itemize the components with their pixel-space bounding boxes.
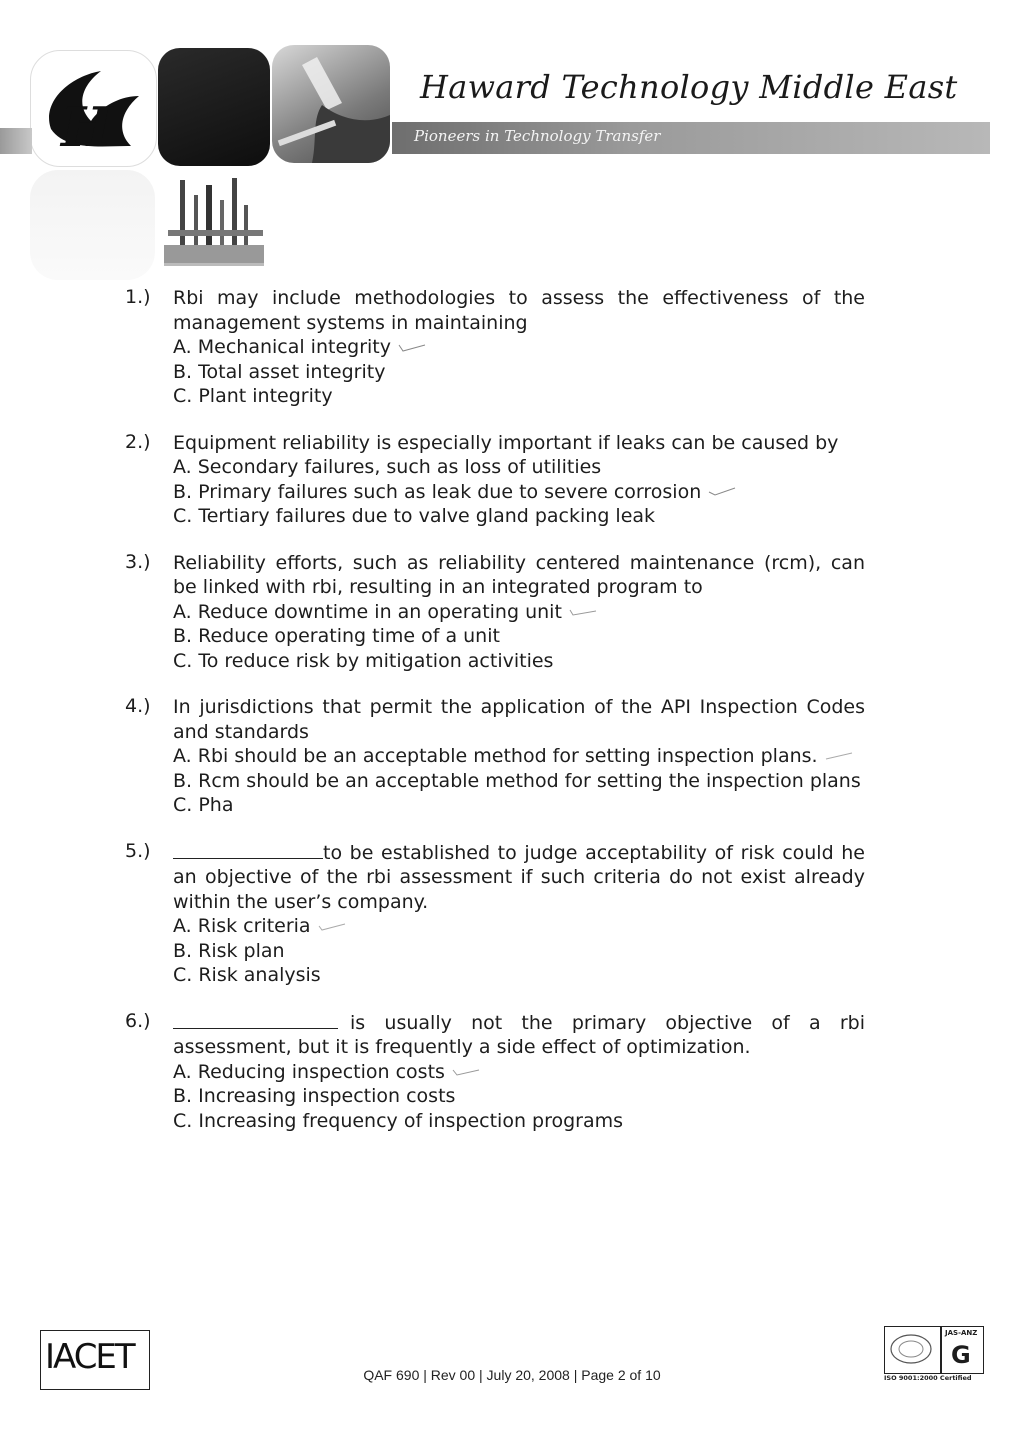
question-number: 2.) [125,430,151,453]
company-name: Haward Technology Middle East [420,68,958,106]
iso-certification-badge [884,1326,984,1384]
question-stem: In jurisdictions that permit the application of the API Inspection Codes and standards [173,696,865,743]
certification-seal-icon [885,1327,937,1371]
question-number: 5.) [125,839,151,862]
option-b: B. Risk plan [173,939,285,962]
tagline: Pioneers in Technology Transfer [414,127,661,145]
answer-blank [173,1010,338,1029]
hand-writing-photo [272,45,390,163]
answer-tick-icon [397,343,427,353]
question-stem: Equipment reliability is especially important if leaks can be caused by [173,431,839,454]
question-number: 6.) [125,1009,151,1032]
question-1 [125,286,865,409]
option-b: B. Increasing inspection costs [173,1085,456,1107]
answer-blank [173,840,323,859]
option-c: C. Plant integrity [173,385,333,407]
tagline-bar [392,122,990,154]
option-b: B. Total asset integrity [173,360,386,383]
answer-tick-icon [568,607,598,617]
option-a: A. Risk criteria [173,914,865,939]
option-a: A. Rbi should be an acceptable method for setting inspection plans. [173,744,865,769]
question-number: 4.) [125,695,151,717]
iso-cert-text: ISO 9001:2000 Certified [884,1374,972,1382]
question-4 [125,695,865,818]
option-b: B. Reduce operating time of a unit [173,625,500,647]
dark-photo-tile [158,48,270,166]
faded-photo-tile [30,170,155,280]
answer-tick-icon [707,487,737,497]
answer-tick-icon [317,922,347,932]
refinery-icon [158,170,270,270]
option-c: C. To reduce risk by mitigation activities [173,649,554,672]
company-logo [30,50,157,167]
refinery-photo [158,170,270,270]
document-info: QAF 690 | Rev 00 | July 20, 2008 | Page 2 of 10 [363,1367,661,1383]
option-c: C. Tertiary failures due to valve gland packing leak [173,505,656,527]
question-3 [125,551,865,674]
certifier-mark-icon: G [951,1341,971,1369]
question-stem: to be established to judge acceptability of risk could he an objective of the rbi assessment if such criteria do not exist already within the user’s company. [173,841,865,913]
question-number: 3.) [125,550,151,573]
option-b: B. Rcm should be an acceptable method for setting the inspection plans [173,769,861,792]
option-a: A. Reduce downtime in an operating unit [173,600,865,625]
svg-text:H: H [61,95,113,159]
question-list [125,286,865,1155]
question-stem: Reliability efforts, such as reliability centered maintenance (rcm), can be linked with rbi, resulting in an integrated program to [173,551,865,598]
option-c: C. Risk analysis [173,964,321,986]
option-a: A. Mechanical integrity [173,335,865,360]
flame-h-logo-icon [31,51,156,166]
option-c: C. Increasing frequency of inspection programs [173,1109,624,1132]
question-stem: is usually not the primary objective of a rbi assessment, but it is frequently a side effect of optimization. [173,1011,865,1058]
question-stem: Rbi may include methodologies to assess the effectiveness of the management systems in maintaining [173,287,865,334]
question-2 [125,431,865,529]
answer-tick-icon [824,752,854,762]
question-number: 1.) [125,286,151,308]
option-a: A. Secondary failures, such as loss of utilities [173,456,602,478]
iacet-logo-text: IACET [45,1337,134,1377]
option-a: A. Reducing inspection costs [173,1060,865,1085]
option-b: B. Primary failures such as leak due to severe corrosion [173,480,865,505]
question-5 [125,840,865,988]
pen-hand-icon [272,45,390,163]
header-logo-collage [0,20,400,270]
question-6 [125,1010,865,1134]
header-left-bar [0,128,32,154]
jas-anz-label: JAS-ANZ [945,1329,978,1337]
option-c: C. Pha [173,794,234,816]
answer-tick-icon [451,1067,481,1077]
